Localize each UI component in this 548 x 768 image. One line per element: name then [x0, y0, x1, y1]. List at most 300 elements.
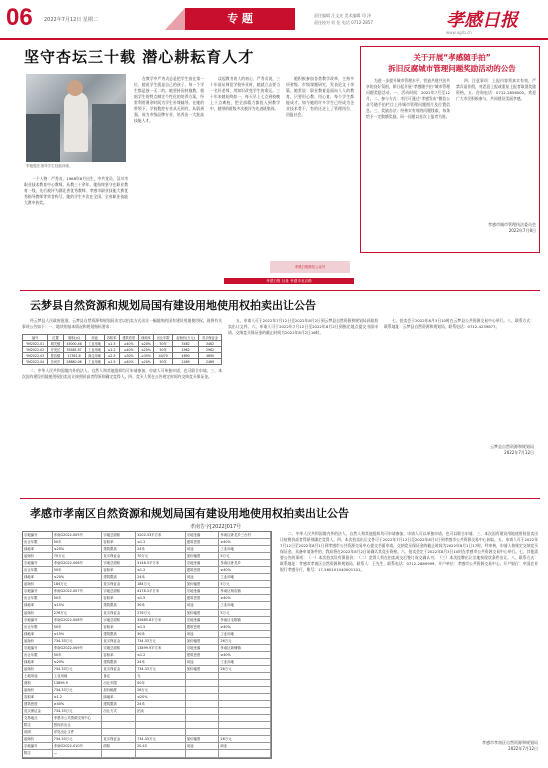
grid-cell: 容积率 [102, 567, 136, 573]
grid-cell: 工业用地 [53, 673, 103, 679]
grid-cell: 竞买保证金 [102, 736, 136, 742]
grid-cell: ≤20% [53, 546, 103, 552]
column-header: 竞买保证金 [199, 335, 222, 341]
paragraph: 四、注意事项：上报内容须真实有效，严禁弄虚作假，对恶意上报或重复上报者取消奖励资格。五、咨询电话：0712-2856000。欢迎广大市民积极参与，共同建设美丽孝感。 [456, 78, 536, 101]
grid-row [23, 546, 271, 553]
grid-cell: 50年 [53, 624, 103, 630]
grid-cell: 起始价 [23, 666, 53, 672]
grid-cell [186, 708, 220, 714]
grid-cell: 说明 [23, 729, 53, 735]
grid-cell [136, 729, 186, 735]
table-cell: 40/70 [154, 353, 173, 359]
grid-row [23, 680, 271, 687]
staff-credits [314, 12, 434, 26]
grid-cell: 容积率 [102, 624, 136, 630]
notice2-intro [22, 318, 222, 332]
grid-cell: 绿地率 [23, 574, 53, 580]
column-header: 位置 [48, 335, 63, 341]
grid-cell: 用途 [186, 659, 220, 665]
grid-cell: 工业用地 [219, 546, 271, 552]
grid-cell [136, 750, 186, 756]
grid-cell [186, 715, 220, 721]
grid-cell: 建筑密度 [186, 539, 220, 545]
table-cell: ≥35% [138, 353, 153, 359]
grid-row [23, 729, 271, 736]
grid-row [23, 631, 271, 638]
grid-cell: 无 [136, 673, 186, 679]
grid-cell: 土地用途 [23, 673, 53, 679]
grid-cell [219, 750, 271, 756]
grid-cell: ≤15% [53, 631, 103, 637]
grid-cell: 绿地率 [23, 659, 53, 665]
grid-cell: 建筑限高 [102, 602, 136, 608]
grid-row [23, 588, 271, 595]
grid-cell: 3148.3平方米 [136, 560, 186, 566]
grid-cell: 50年 [136, 680, 186, 686]
grid-cell [102, 750, 136, 756]
grid-row [23, 645, 271, 652]
table-cell: 2962 [173, 347, 199, 353]
paragraph: 二、中华人民共和国境内外的法人、自然人和其他组织均可申请参加，申请人可以单独申请，也可以联合申请。三、本次国有建设用地使用权拍卖出让按照价高者得原则确定竞得人。四、本次拍卖出让文件可于2022年7月12日至2022年8月1日到孝感市公共资源交易中心获取。五、申请人可于2022年7月12日至2022年8月1日到孝感市公共资源交易中心提交书面申请，交纳竞买保证金的截止时间为2022年8月1日17时。经审核，申请人按规定交纳竞买保证金，具备申请条件的，我局将在2022年8月2日前确认其竞买资格。六、拍卖会定于2022年8月3日10时在孝感市公共资源交易中心举行。七、其他需要公告的事项：（一）本次拍卖设有保留价；（二）竞得人须在拍卖成交后签订成交确认书；（三）本次挂牌出让宗地按现状条件出让。八、联系方式：联系地址：孝感市孝南区自然资源和规划局，联系人：王先生，联系电话：0712-2889999，开户单位：孝感市公共资源交易中心，开户银行：中国农业银行孝感分行，账号：17-560101040001101。 [280, 531, 538, 572]
table-cell: 3462 [199, 341, 222, 347]
grid-cell [186, 750, 220, 756]
grid-cell: 拍卖 [136, 708, 186, 714]
table-cell: 城关镇 [48, 341, 63, 347]
grid-cell [102, 729, 136, 735]
grid-cell: 出让年限 [23, 539, 53, 545]
grid-cell: 出让年限 [23, 567, 53, 573]
grid-cell: 宗地坐落 [186, 560, 220, 566]
grid-cell: — [53, 750, 103, 756]
grid-cell: 13899.9平方米 [136, 645, 186, 651]
grid-row [23, 666, 271, 673]
grid-cell: 184万元 [53, 581, 103, 587]
grid-cell: 建筑密度 [186, 595, 220, 601]
grid-cell: 加价幅度 [186, 736, 220, 742]
grid-cell: 孝南区卧龙乡三台村 [219, 532, 271, 538]
grid-cell: 孝南区新铺镇 [219, 645, 271, 651]
table-cell: 50年 [154, 341, 173, 347]
grid-cell: 184万元 [136, 581, 186, 587]
grid-row [23, 687, 271, 694]
grid-cell: 26万元 [219, 638, 271, 644]
grid-cell: 起始价 [23, 581, 53, 587]
table-cell: 曾店镇 [48, 353, 63, 359]
grid-cell: 绿地率 [23, 631, 53, 637]
divider [20, 498, 540, 499]
table-cell: ≤1.5 [104, 359, 119, 365]
grid-cell: ≥40% [219, 652, 271, 658]
table-cell: ≤20% [138, 341, 153, 347]
grid-cell: 孝南G2022-009号 [53, 645, 103, 651]
table-cell: ≤1.5 [104, 341, 119, 347]
grid-cell: 50年 [53, 539, 103, 545]
table-cell: ≤1.2 [104, 347, 119, 353]
paragraph: 谈起教书育人的初心，严秀贞说，三十年前从师范学校毕业时，她就立志要当一名好老师，用知识改变学生的命运。三十年来她始终如一，每天早上七点到校晚上十点离校，把全部精力都投入到教学中，她带的班级多次被评为先进班集体。 [210, 76, 280, 111]
table-cell: YM2022-04 [23, 359, 48, 365]
grid-cell: 宗地总面积 [102, 560, 136, 566]
grid-cell [219, 701, 271, 707]
article-column [210, 76, 280, 266]
grid-row [23, 581, 271, 588]
machine-shape [26, 114, 60, 162]
grid-row [23, 715, 271, 722]
grid-row [23, 553, 271, 560]
grid-cell [102, 722, 136, 728]
grid-cell: ≥40% [53, 701, 103, 707]
grid-row [23, 708, 271, 715]
grid-cell: 附注 [23, 750, 53, 756]
grid-cell: ≤1.2 [136, 567, 186, 573]
table-cell: 2489 [173, 359, 199, 365]
table-cell: 沙河乡 [48, 359, 63, 365]
grid-cell: 276万元 [136, 610, 186, 616]
grid-cell: ≤1.2 [136, 539, 186, 545]
grid-cell: ≥40% [219, 539, 271, 545]
grid-cell: 竞买保证金 [102, 638, 136, 644]
grid-cell: 孝南区毛陈镇 [219, 617, 271, 623]
grid-cell [136, 715, 186, 721]
grid-cell: ≤20% [53, 659, 103, 665]
grid-cell: 宗地坐落 [186, 532, 220, 538]
grid-cell: 孝南区杨店镇 [219, 588, 271, 594]
newspaper-brand: 孝感日报 [446, 10, 518, 31]
grid-cell: 容积率 [102, 539, 136, 545]
notice2-signature: 云梦县自然资源和规划局 2022年7月12日 [490, 444, 534, 455]
notice2-column [22, 368, 222, 458]
article-column [134, 76, 204, 266]
grid-cell: 13899.9 [53, 680, 103, 686]
grid-row [23, 617, 271, 624]
grid-cell: 70万元 [53, 553, 103, 559]
grid-cell: 734.33万元 [53, 736, 103, 742]
grid-cell [186, 680, 220, 686]
grid-cell: 起始价 [23, 736, 53, 742]
grid-cell: 建筑密度 [186, 567, 220, 573]
grid-cell [219, 687, 271, 693]
grid-cell: 出让方式 [102, 708, 136, 714]
grid-row [23, 532, 271, 539]
grid-cell: 容积率 [102, 652, 136, 658]
grid-cell: 5万元 [219, 581, 271, 587]
grid-cell: ≥40% [219, 595, 271, 601]
grid-row [23, 539, 271, 546]
grid-cell: 用途 [186, 602, 220, 608]
notice-column [456, 78, 536, 218]
paragraph: 一个人物：严秀贞，1988年8月出生，中共党员，汉川市职业技术教育中心教师。从教三十余年，她始终坚守在职业教育一线，先后被评为湖北省优秀教师、孝感市职业技能大赛优秀指导教师等荣誉称号，她的学生多次在全国、全省职业技能大赛中获奖。 [24, 176, 128, 205]
grid-row [23, 701, 271, 708]
paragraph: 二、中华人民共和国境内外的法人、自然人和其他组织均可申请参加，申请人可单独申请，也可联合申请。三、本次国有建设用地使用权拍卖出让按照价高者得原则确定竞得人。四、竞买人须在公告规定时间内交纳竞买保证金。 [22, 368, 222, 379]
grid-row [23, 560, 271, 567]
page-number: 06 [6, 4, 33, 31]
grid-row [23, 610, 271, 617]
grid-cell: 20.43 [136, 743, 186, 749]
land-table [22, 334, 222, 365]
grid-cell: 面积 [102, 743, 136, 749]
grid-cell [186, 687, 220, 693]
article-column [286, 76, 354, 258]
table-cell: ≤2.5 [104, 353, 119, 359]
grid-cell: 详见出让文件 [53, 729, 103, 735]
table-cell: 35585.97 [63, 347, 85, 353]
notice2-column [384, 318, 534, 442]
notice-signature: 孝感市城市管理执法委员会 2022年7月8日 [488, 222, 536, 233]
table-cell: 2962 [199, 347, 222, 353]
grid-cell: 绿地率 [23, 546, 53, 552]
grid-row [23, 750, 271, 757]
grid-cell: 宗地编号 [23, 532, 53, 538]
person-figure [64, 92, 88, 152]
grid-row [23, 673, 271, 680]
issue-date: 2022年7月12日 星期二 [44, 17, 98, 23]
grid-cell: 工业用地 [219, 602, 271, 608]
grid-cell: 宗地总面积 [102, 588, 136, 594]
grid-cell: 30米 [136, 602, 186, 608]
table-cell: 50年 [154, 359, 173, 365]
grid-row [23, 574, 271, 581]
grid-cell: 按现状出让 [53, 722, 103, 728]
grid-cell: 竞买保证金 [23, 708, 53, 714]
grid-cell: 孝感市公共资源交易中心 [53, 715, 103, 721]
grid-cell: 734.33万元 [136, 736, 186, 742]
grid-cell: 竞买保证金 [102, 553, 136, 559]
grid-cell: 孝南G2022-006号 [53, 560, 103, 566]
grid-cell: 734.33万元 [53, 687, 103, 693]
grid-cell: 建筑密度 [186, 652, 220, 658]
grid-row [23, 624, 271, 631]
grid-cell: 276万元 [53, 610, 103, 616]
article-headline: 坚守杏坛三十载 潜心耕耘育人才 [24, 48, 255, 66]
staff-line: 责任编辑 汪文光 美术编辑 印 泽 [314, 13, 372, 18]
grid-cell: 加价幅度 [102, 687, 136, 693]
photo-caption: 李艳霞在指导学生技能训练。 [26, 164, 73, 168]
notice-title-text: 关于开展“孝感随手拍” 拆旧反腐城市管理问题奖励活动的公告 [388, 53, 516, 73]
notice-column [366, 78, 450, 250]
grid-cell: 24米 [136, 659, 186, 665]
grid-cell: 加价幅度 [186, 581, 220, 587]
grid-cell [219, 680, 271, 686]
grid-cell: ≤1.2 [136, 652, 186, 658]
grid-cell [186, 701, 220, 707]
column-header: 用途 [85, 335, 104, 341]
grid-cell: 建筑限高 [102, 701, 136, 707]
grid-cell: ≥40% [219, 567, 271, 573]
grid-cell [136, 722, 186, 728]
notice3-signature: 孝感市孝南区自然资源和规划局 2022年7月12日 [482, 740, 538, 751]
grid-row [23, 638, 271, 645]
paragraph: 五、申请人可于2022年7月12日至2022年8月2日到云梦县自然资源和规划局获取拍卖出让文件。六、申请人可于2022年7月12日至2022年8月2日到指定地点提交书面申请，交纳竞买保证金的截止时间为2022年8月2日16时。 [228, 318, 378, 335]
grid-cell: 工业用地 [219, 659, 271, 665]
qr-promo: 孝感日报微信公众号 [270, 261, 350, 273]
grid-row [23, 659, 271, 666]
grid-cell: 26万元 [219, 666, 271, 672]
grid-cell: 建筑限高 [102, 631, 136, 637]
grid-cell [219, 715, 271, 721]
grid-cell: 用途 [186, 631, 220, 637]
column-header: 容积率 [104, 335, 119, 341]
grid-cell: 建筑限高 [102, 574, 136, 580]
grid-cell [186, 729, 220, 735]
grid-cell: 26万元 [136, 687, 186, 693]
grid-cell: 起始价 [23, 610, 53, 616]
grid-cell: 建筑限高 [102, 546, 136, 552]
grid-row [23, 694, 271, 701]
grid-cell [219, 708, 271, 714]
grid-cell: 容积率 [23, 694, 53, 700]
grid-cell: 宗地编号 [23, 645, 53, 651]
grid-cell: 出让年限 [102, 680, 136, 686]
table-cell: 17361.6 [63, 353, 85, 359]
table-cell: 45000.46 [63, 341, 85, 347]
grid-cell: 备注 [102, 673, 136, 679]
grid-cell [219, 694, 271, 700]
grid-cell: 宗地坐落 [186, 588, 220, 594]
grid-cell: 孝南G2022-008号 [53, 617, 103, 623]
table-cell: 4890 [199, 353, 222, 359]
grid-cell: 孝南G2022-007号 [53, 588, 103, 594]
grid-cell: 宗地坐落 [186, 617, 220, 623]
grid-cell [102, 715, 136, 721]
table-cell: 50年 [154, 347, 173, 353]
table-cell: ≥40% [119, 347, 138, 353]
grid-cell: 用途 [186, 546, 220, 552]
grid-cell: 24米 [136, 701, 186, 707]
grid-cell: 734.33万元 [53, 638, 103, 644]
grid-cell: 用途 [186, 574, 220, 580]
land-grid [22, 531, 272, 759]
grid-cell: 竞买保证金 [102, 666, 136, 672]
grid-cell: 宗地总面积 [102, 617, 136, 623]
divider [20, 290, 540, 291]
column-header: 面积(㎡) [63, 335, 85, 341]
grid-cell: 50年 [53, 595, 103, 601]
grid-cell: 出让年限 [23, 652, 53, 658]
grid-cell: 建筑限高 [102, 659, 136, 665]
grid-cell: 宗地编号 [23, 560, 53, 566]
grid-row [23, 736, 271, 743]
notice2-column [228, 318, 378, 458]
grid-cell: 建筑密度 [186, 624, 220, 630]
grid-cell: 工业用地 [219, 574, 271, 580]
grid-cell: 建筑密度 [23, 701, 53, 707]
grid-cell: ≤15% [53, 602, 103, 608]
grid-cell [186, 722, 220, 728]
grid-row [23, 595, 271, 602]
page-header [0, 0, 548, 40]
grid-cell: 起始价 [23, 638, 53, 644]
grid-row [23, 602, 271, 609]
grid-cell [186, 673, 220, 679]
grid-cell: 30米 [136, 631, 186, 637]
grid-cell: 附注 [23, 722, 53, 728]
grid-cell: 工业用地 [219, 631, 271, 637]
grid-cell: 交易地点 [23, 715, 53, 721]
grid-cell: 24米 [136, 574, 186, 580]
grid-cell: 起始价 [23, 553, 53, 559]
paragraph: 为进一步提升城市管理水平，营造共建共治共享的良好氛围，即日起开展“孝感随手拍”城市管理问题奖励活动。一、活动时间：2022年7月至12月。二、参与方式：市民可通过“孝感发布”微信公众号随手拍栏目上传城市管理问题照片及位置信息。三、奖励办法：经核实有效的问题线索，每条给予一定数额奖励，同一问题以首次上报者为准。 [366, 78, 450, 119]
grid-cell: ≤1.5 [136, 624, 186, 630]
table-cell: 3462 [173, 341, 199, 347]
column-header: 建筑密度 [119, 335, 138, 341]
grid-cell: 竞买保证金 [102, 610, 136, 616]
grid-row [23, 567, 271, 574]
paragraph: 经云梦县人民政府批准，云梦县自然资源和规划局决定以拍卖方式出让一幅地块的国有建设用地使用权。现将有关事项公告如下：一、地块的基本情况和规划指标要求： [22, 318, 222, 329]
grid-cell: 26万元 [219, 736, 271, 742]
grid-cell: ≥40% [219, 624, 271, 630]
grid-row [23, 652, 271, 659]
grid-cell [219, 722, 271, 728]
grid-cell: 出让年限 [23, 595, 53, 601]
grid-cell: 容积率 [102, 595, 136, 601]
grid-cell: 绿地率 [23, 602, 53, 608]
person-face [67, 80, 83, 96]
notice3-column [280, 531, 538, 727]
notice-title [372, 52, 532, 74]
column-header: 起始价(万元) [173, 335, 199, 341]
grid-cell: 出让年限 [23, 624, 53, 630]
grid-cell: 面积 [23, 680, 53, 686]
article-photo [26, 74, 126, 162]
column-header: 编号 [23, 335, 48, 341]
grid-cell: 宗地坐落 [186, 645, 220, 651]
grid-cell: 商业 [219, 743, 271, 749]
table-cell: YM2022-01 [23, 341, 48, 347]
grid-cell: 734.33万元 [136, 666, 186, 672]
paragraph: 她积极参加各类教学改革，主持多项省级、市级课题研究，发表论文十余篇。她常说：职业教育是面向人人的教育，只要用心教、用心育，每个学生都能成才。如今她的许多学生已经成为企业技术骨干，有的还走上了管理岗位，回报社会。 [286, 76, 354, 117]
table-cell: ≤20% [138, 359, 153, 365]
table-cell: 工业用地 [85, 359, 104, 365]
grid-cell: 50年 [53, 567, 103, 573]
grid-cell: ≤1.2 [53, 694, 103, 700]
grid-cell: 70万元 [136, 553, 186, 559]
table-cell: 开发区 [48, 347, 63, 353]
grid-cell: 加价幅度 [186, 666, 220, 672]
grid-cell: 加价幅度 [186, 638, 220, 644]
grid-cell: 孝南区卧龙乡 [219, 560, 271, 566]
grid-cell: ≤1.5 [136, 595, 186, 601]
grid-row [23, 722, 271, 729]
column-header: 出让年限 [154, 335, 173, 341]
grid-cell: 孝南G2022-010号 [53, 743, 103, 749]
table-cell: ≤20% [138, 347, 153, 353]
grid-cell: 35685.8平方米 [136, 617, 186, 623]
grid-cell: 用途 [186, 743, 220, 749]
grid-row [23, 743, 271, 750]
grid-cell: 孝南G2022-005号 [53, 532, 103, 538]
website: www.xgrb.cn [446, 30, 472, 35]
grid-cell: 5万元 [219, 610, 271, 616]
paragraph: 在教学中严秀贞总是把学生放在第一位，她说学生就是自己的孩子，每一个学生都是独一无二的。她坚持因材施教，根据学生的特点制定个性化的培养方案，经常利用课余时间为学生补课辅导。在她的带领下，学校数控专业从无到有，从弱到强，成为市级品牌专业，培养出一大批高技能人才。 [134, 76, 204, 123]
grid-cell [186, 694, 220, 700]
table-cell: 28880.06 [63, 359, 85, 365]
grid-cell: 宗地编号 [23, 588, 53, 594]
grid-cell: 宗地总面积 [102, 532, 136, 538]
grid-cell: 50年 [53, 652, 103, 658]
table-cell: ≤30% [119, 353, 138, 359]
grid-cell: 5万元 [219, 553, 271, 559]
table-cell: 2489 [199, 359, 222, 365]
notice3-number: 孝南告字[2022]017号 [190, 524, 242, 530]
article-column [24, 176, 128, 266]
grid-cell: 宗地编号 [23, 743, 53, 749]
table-cell: ≥40% [119, 341, 138, 347]
grid-cell: 加价幅度 [186, 610, 220, 616]
column-header: 绿地率 [138, 335, 153, 341]
table-cell: 工业用地 [85, 341, 104, 347]
grid-cell: 734.33万元 [53, 666, 103, 672]
grid-cell: 宗地编号 [23, 617, 53, 623]
table-header-row [23, 335, 222, 341]
